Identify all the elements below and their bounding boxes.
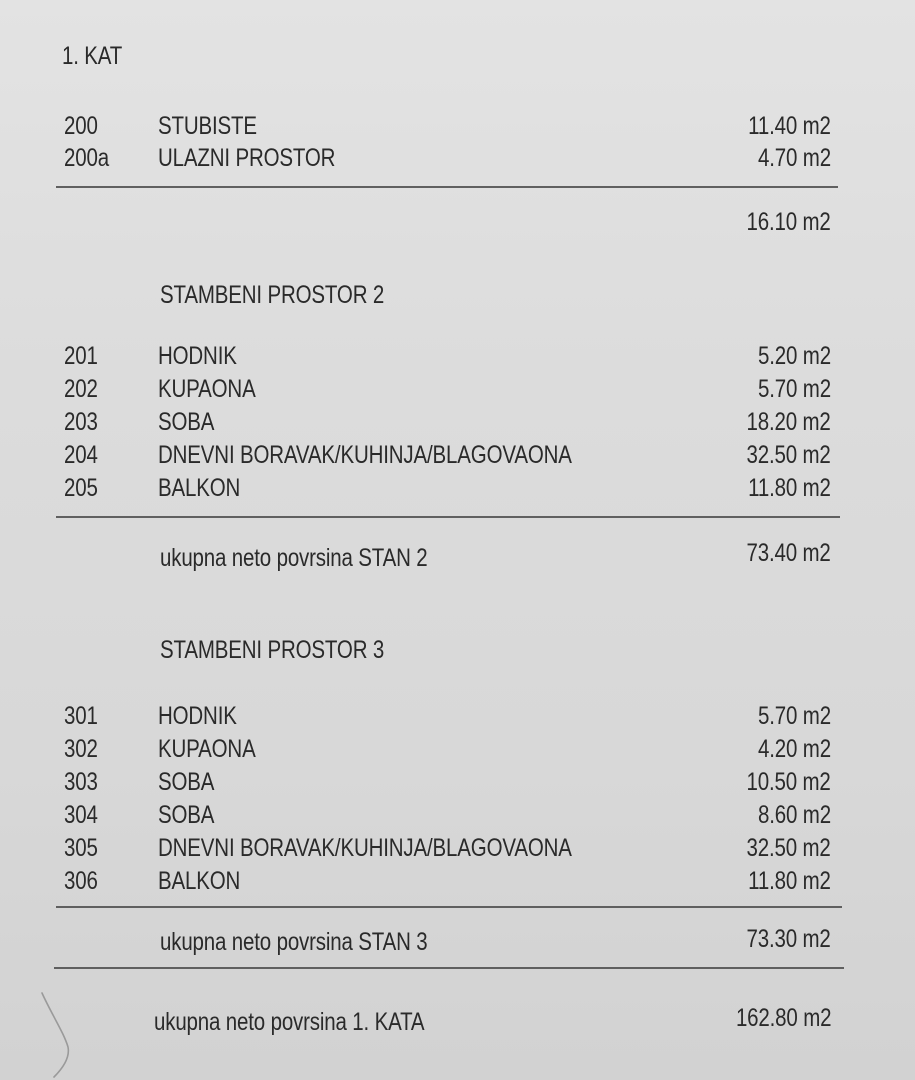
- room-area: 18.20 m2: [746, 408, 831, 436]
- room-name: DNEVNI BORAVAK/KUHINJA/BLAGOVAONA: [158, 834, 572, 862]
- room-name: KUPAONA: [158, 735, 256, 763]
- room-area: 5.70 m2: [758, 702, 831, 730]
- room-name: DNEVNI BORAVAK/KUHINJA/BLAGOVAONA: [158, 441, 572, 469]
- pencil-mark-icon: [30, 985, 90, 1080]
- room-number: 305: [64, 834, 98, 862]
- room-number: 303: [64, 768, 98, 796]
- room-name: STUBISTE: [158, 112, 257, 140]
- room-name: HODNIK: [158, 702, 237, 730]
- room-number: 304: [64, 801, 98, 829]
- divider-line: [56, 906, 842, 908]
- room-number: 302: [64, 735, 98, 763]
- room-area: 4.20 m2: [758, 735, 831, 763]
- section-title: STAMBENI PROSTOR 3: [160, 636, 385, 664]
- room-number: 205: [64, 474, 98, 502]
- apartment-total-value: 73.30 m2: [746, 925, 831, 953]
- apartment-total-value: 73.40 m2: [746, 539, 831, 567]
- room-number: 301: [64, 702, 98, 730]
- room-number: 306: [64, 867, 98, 895]
- apartment-total-label: ukupna neto povrsina STAN 2: [160, 544, 428, 572]
- room-number: 201: [64, 342, 98, 370]
- room-area: 10.50 m2: [746, 768, 831, 796]
- room-area: 5.70 m2: [758, 375, 831, 403]
- room-number: 200: [64, 112, 98, 140]
- floor-total-value: 162.80 m2: [735, 1004, 831, 1032]
- common-area-total: 16.10 m2: [746, 208, 831, 236]
- apartment-total-label: ukupna neto povrsina STAN 3: [160, 928, 428, 956]
- room-number: 204: [64, 441, 98, 469]
- room-area: 32.50 m2: [746, 441, 831, 469]
- room-name: SOBA: [158, 408, 215, 436]
- room-area: 11.80 m2: [748, 867, 831, 895]
- room-name: HODNIK: [158, 342, 237, 370]
- room-number: 203: [64, 408, 98, 436]
- room-area: 32.50 m2: [746, 834, 831, 862]
- room-name: ULAZNI PROSTOR: [158, 144, 336, 172]
- room-name: BALKON: [158, 474, 241, 502]
- room-number: 200a: [64, 144, 109, 172]
- room-area: 4.70 m2: [758, 144, 831, 172]
- room-area: 11.80 m2: [748, 474, 831, 502]
- room-name: SOBA: [158, 768, 215, 796]
- divider-line: [56, 516, 840, 518]
- room-area: 11.40 m2: [748, 112, 831, 140]
- room-name: SOBA: [158, 801, 215, 829]
- room-name: BALKON: [158, 867, 241, 895]
- room-area: 8.60 m2: [758, 801, 831, 829]
- room-name: KUPAONA: [158, 375, 256, 403]
- divider-line: [54, 967, 844, 969]
- divider-line: [56, 186, 838, 188]
- room-area: 5.20 m2: [758, 342, 831, 370]
- section-title: STAMBENI PROSTOR 2: [160, 281, 385, 309]
- floor-heading: 1. KAT: [62, 42, 123, 70]
- room-number: 202: [64, 375, 98, 403]
- floor-total-label: ukupna neto povrsina 1. KATA: [154, 1008, 425, 1036]
